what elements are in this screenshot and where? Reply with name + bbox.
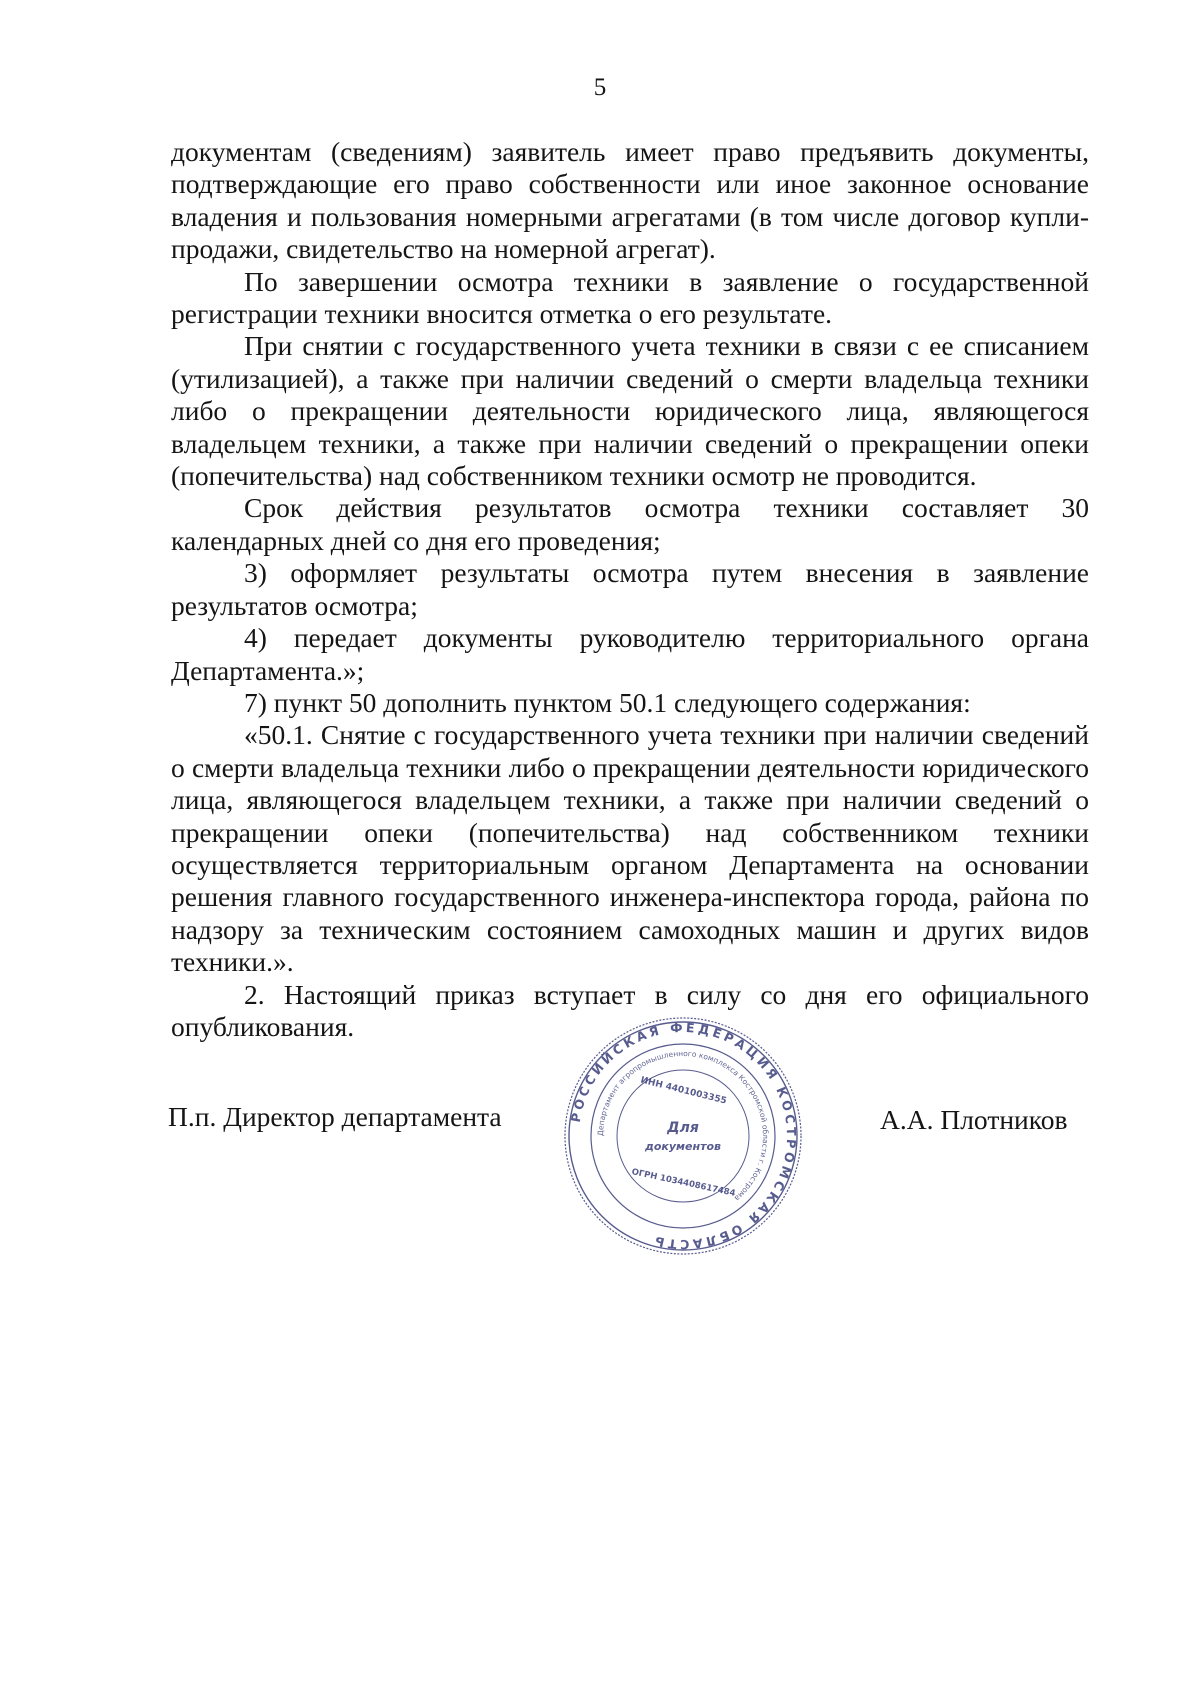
paragraph: Срок действия результатов осмотра техники составляет 30 календарных дней со дня его проведения; bbox=[171, 492, 1089, 556]
paragraph: При снятии с государственного учета техники в связи с ее списанием (утилизацией), а также при наличии сведений о смерти владельца техники либо о прекращении деятельности юридического лица, являющегося владельцем техники, а также при наличии сведений о прекращении опеки (попечительства) над собственником техники осмотр не проводится. bbox=[171, 330, 1089, 492]
official-stamp bbox=[562, 1015, 804, 1257]
stamp-outer-text: РОССИЙСКАЯ ФЕДЕРАЦИЯ КОСТРОМСКАЯ ОБЛАСТЬ bbox=[567, 1019, 800, 1253]
paragraph: По завершении осмотра техники в заявление о государственной регистрации техники вносится отметка о его результате. bbox=[171, 265, 1089, 330]
page-number: 5 bbox=[593, 74, 607, 101]
stamp-inner-text: Департамент агропромышленного комплекса Костромской области г. Кострома bbox=[595, 1048, 771, 1203]
signature-title: П.п. Директор департамента bbox=[168, 1101, 502, 1132]
stamp-center-line2: документов bbox=[644, 1140, 722, 1153]
document-body bbox=[171, 136, 1089, 1043]
paragraph: 2. Настоящий приказ вступает в силу со дня его официального опубликования. bbox=[171, 978, 1089, 1042]
paragraph: 7) пункт 50 дополнить пунктом 50.1 следующего содержания: bbox=[244, 686, 971, 718]
stamp-ogrn: ОГРН 1034408617484 bbox=[630, 1167, 737, 1199]
paragraph: «50.1. Снятие с государственного учета техники при наличии сведений о смерти владельца техники либо о прекращении деятельности юридического лица, являющегося владельцем техники, а также при наличии сведений о прекращении опеки (попечительства) над собственником техники осуществляется территориальным органом Департамента на основании решения главного государственного инженера-инспектора города, района по надзору за техническим состоянием самоходных машин и других видов техники.». bbox=[171, 719, 1089, 978]
paragraph: документам (сведениям) заявитель имеет право предъявить документы, подтверждающие его право собственности или иное законное основание владения и пользования номерными агрегатами (в том числе договор купли-продажи, свидетельство на номерной агрегат). bbox=[171, 136, 1089, 265]
stamp-inn: ИНН 4401003355 bbox=[639, 1075, 728, 1107]
paragraph: 3) оформляет результаты осмотра путем внесения в заявление результатов осмотра; bbox=[171, 557, 1089, 621]
paragraph: 4) передает документы руководителю территориального органа Департамента.»; bbox=[171, 622, 1089, 686]
stamp-center-line1: Для bbox=[667, 1120, 699, 1136]
signature-name: А.А. Плотников bbox=[880, 1104, 1068, 1135]
